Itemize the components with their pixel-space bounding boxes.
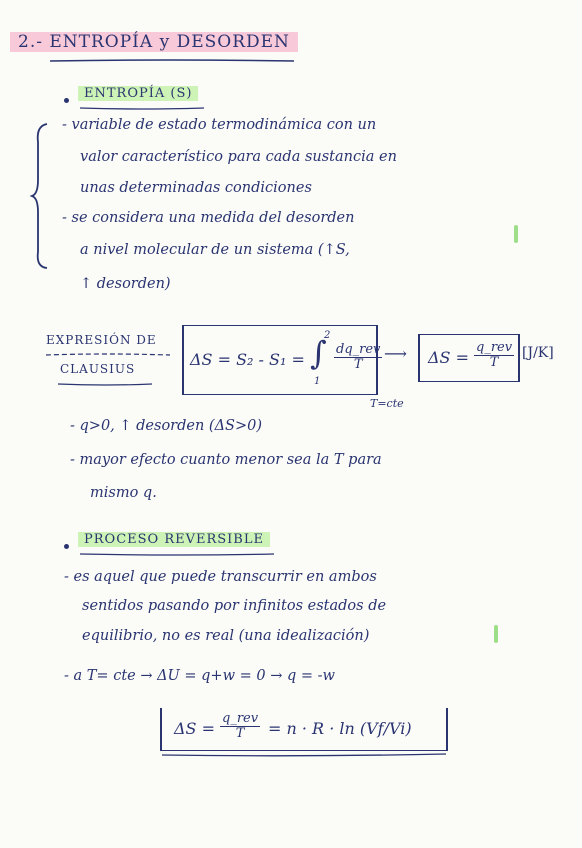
label-underline xyxy=(44,352,174,358)
clausius-equation-box xyxy=(182,325,381,395)
final-fraction xyxy=(220,712,260,741)
text-line: mismo q. xyxy=(90,485,157,501)
final-left: ΔS = xyxy=(174,719,216,738)
text-line: - a T= cte → ΔU = q+w = 0 → q = -w xyxy=(64,668,335,684)
condition-label: T=cte xyxy=(370,397,404,410)
final-equation-box xyxy=(160,708,448,751)
label-underline xyxy=(56,381,156,387)
text-line: - mayor efecto cuanto menor sea la T para xyxy=(70,452,382,468)
text-line: - q>0, ↑ desorden (ΔS>0) xyxy=(70,418,263,434)
text-line: - es aquel que puede transcurrir en ambos xyxy=(64,569,377,585)
section-heading-proceso xyxy=(78,532,270,547)
integral-lower: 1 xyxy=(314,376,321,387)
page-title xyxy=(10,32,298,52)
eq2-left: ΔS = xyxy=(428,348,470,367)
implies-arrow: ⟶ xyxy=(384,344,407,363)
clausius-label-line1: EXPRESIÓN DE xyxy=(46,333,157,347)
curly-brace xyxy=(30,122,50,270)
text-line: equilibrio, no es real (una idealización) xyxy=(82,628,370,644)
text-line: sentidos pasando por infinitos estados de xyxy=(82,598,387,614)
margin-mark xyxy=(514,225,518,243)
bullet-dot xyxy=(64,98,69,103)
eq1-numerator: dq_rev xyxy=(336,342,381,357)
clausius-result-box xyxy=(418,334,520,382)
units-label: [J/K] xyxy=(522,345,554,361)
eq1-left: ΔS = S₂ - S₁ = xyxy=(190,350,305,369)
text-line: unas determinadas condiciones xyxy=(80,180,312,196)
text-line: - variable de estado termodinámica con un xyxy=(62,117,377,133)
eq1-denominator: T xyxy=(353,357,363,372)
section-heading-entropia xyxy=(78,86,198,101)
text-line: a nivel molecular de un sistema (↑S, xyxy=(80,242,350,258)
integral-sign: ∫ xyxy=(310,334,327,372)
bullet-dot xyxy=(64,544,69,549)
eq2-fraction xyxy=(474,341,514,370)
text-line: valor característico para cada sustancia en xyxy=(80,149,397,165)
eq2-numerator: q_rev xyxy=(476,340,513,355)
final-underline xyxy=(160,752,450,758)
integral-upper: 2 xyxy=(324,330,331,341)
final-denominator: T xyxy=(235,726,245,741)
text-line: - se considera una medida del desorden xyxy=(62,210,355,226)
text-line: ↑ desorden) xyxy=(80,276,171,292)
final-right: = n · R · ln (Vf/Vi) xyxy=(268,719,412,738)
clausius-label-line2: CLAUSIUS xyxy=(60,362,136,376)
eq2-denominator: T xyxy=(489,355,499,370)
section-heading-text: ENTROPÍA (S) xyxy=(78,86,198,101)
heading-underline xyxy=(78,552,278,557)
title-text: 2.- ENTROPÍA y DESORDEN xyxy=(10,32,298,52)
title-underline xyxy=(48,58,298,64)
section-heading-text: PROCESO REVERSIBLE xyxy=(78,532,270,547)
heading-underline xyxy=(78,106,208,111)
eq1-fraction xyxy=(334,343,382,372)
final-numerator: q_rev xyxy=(222,711,259,726)
margin-mark xyxy=(494,625,498,643)
